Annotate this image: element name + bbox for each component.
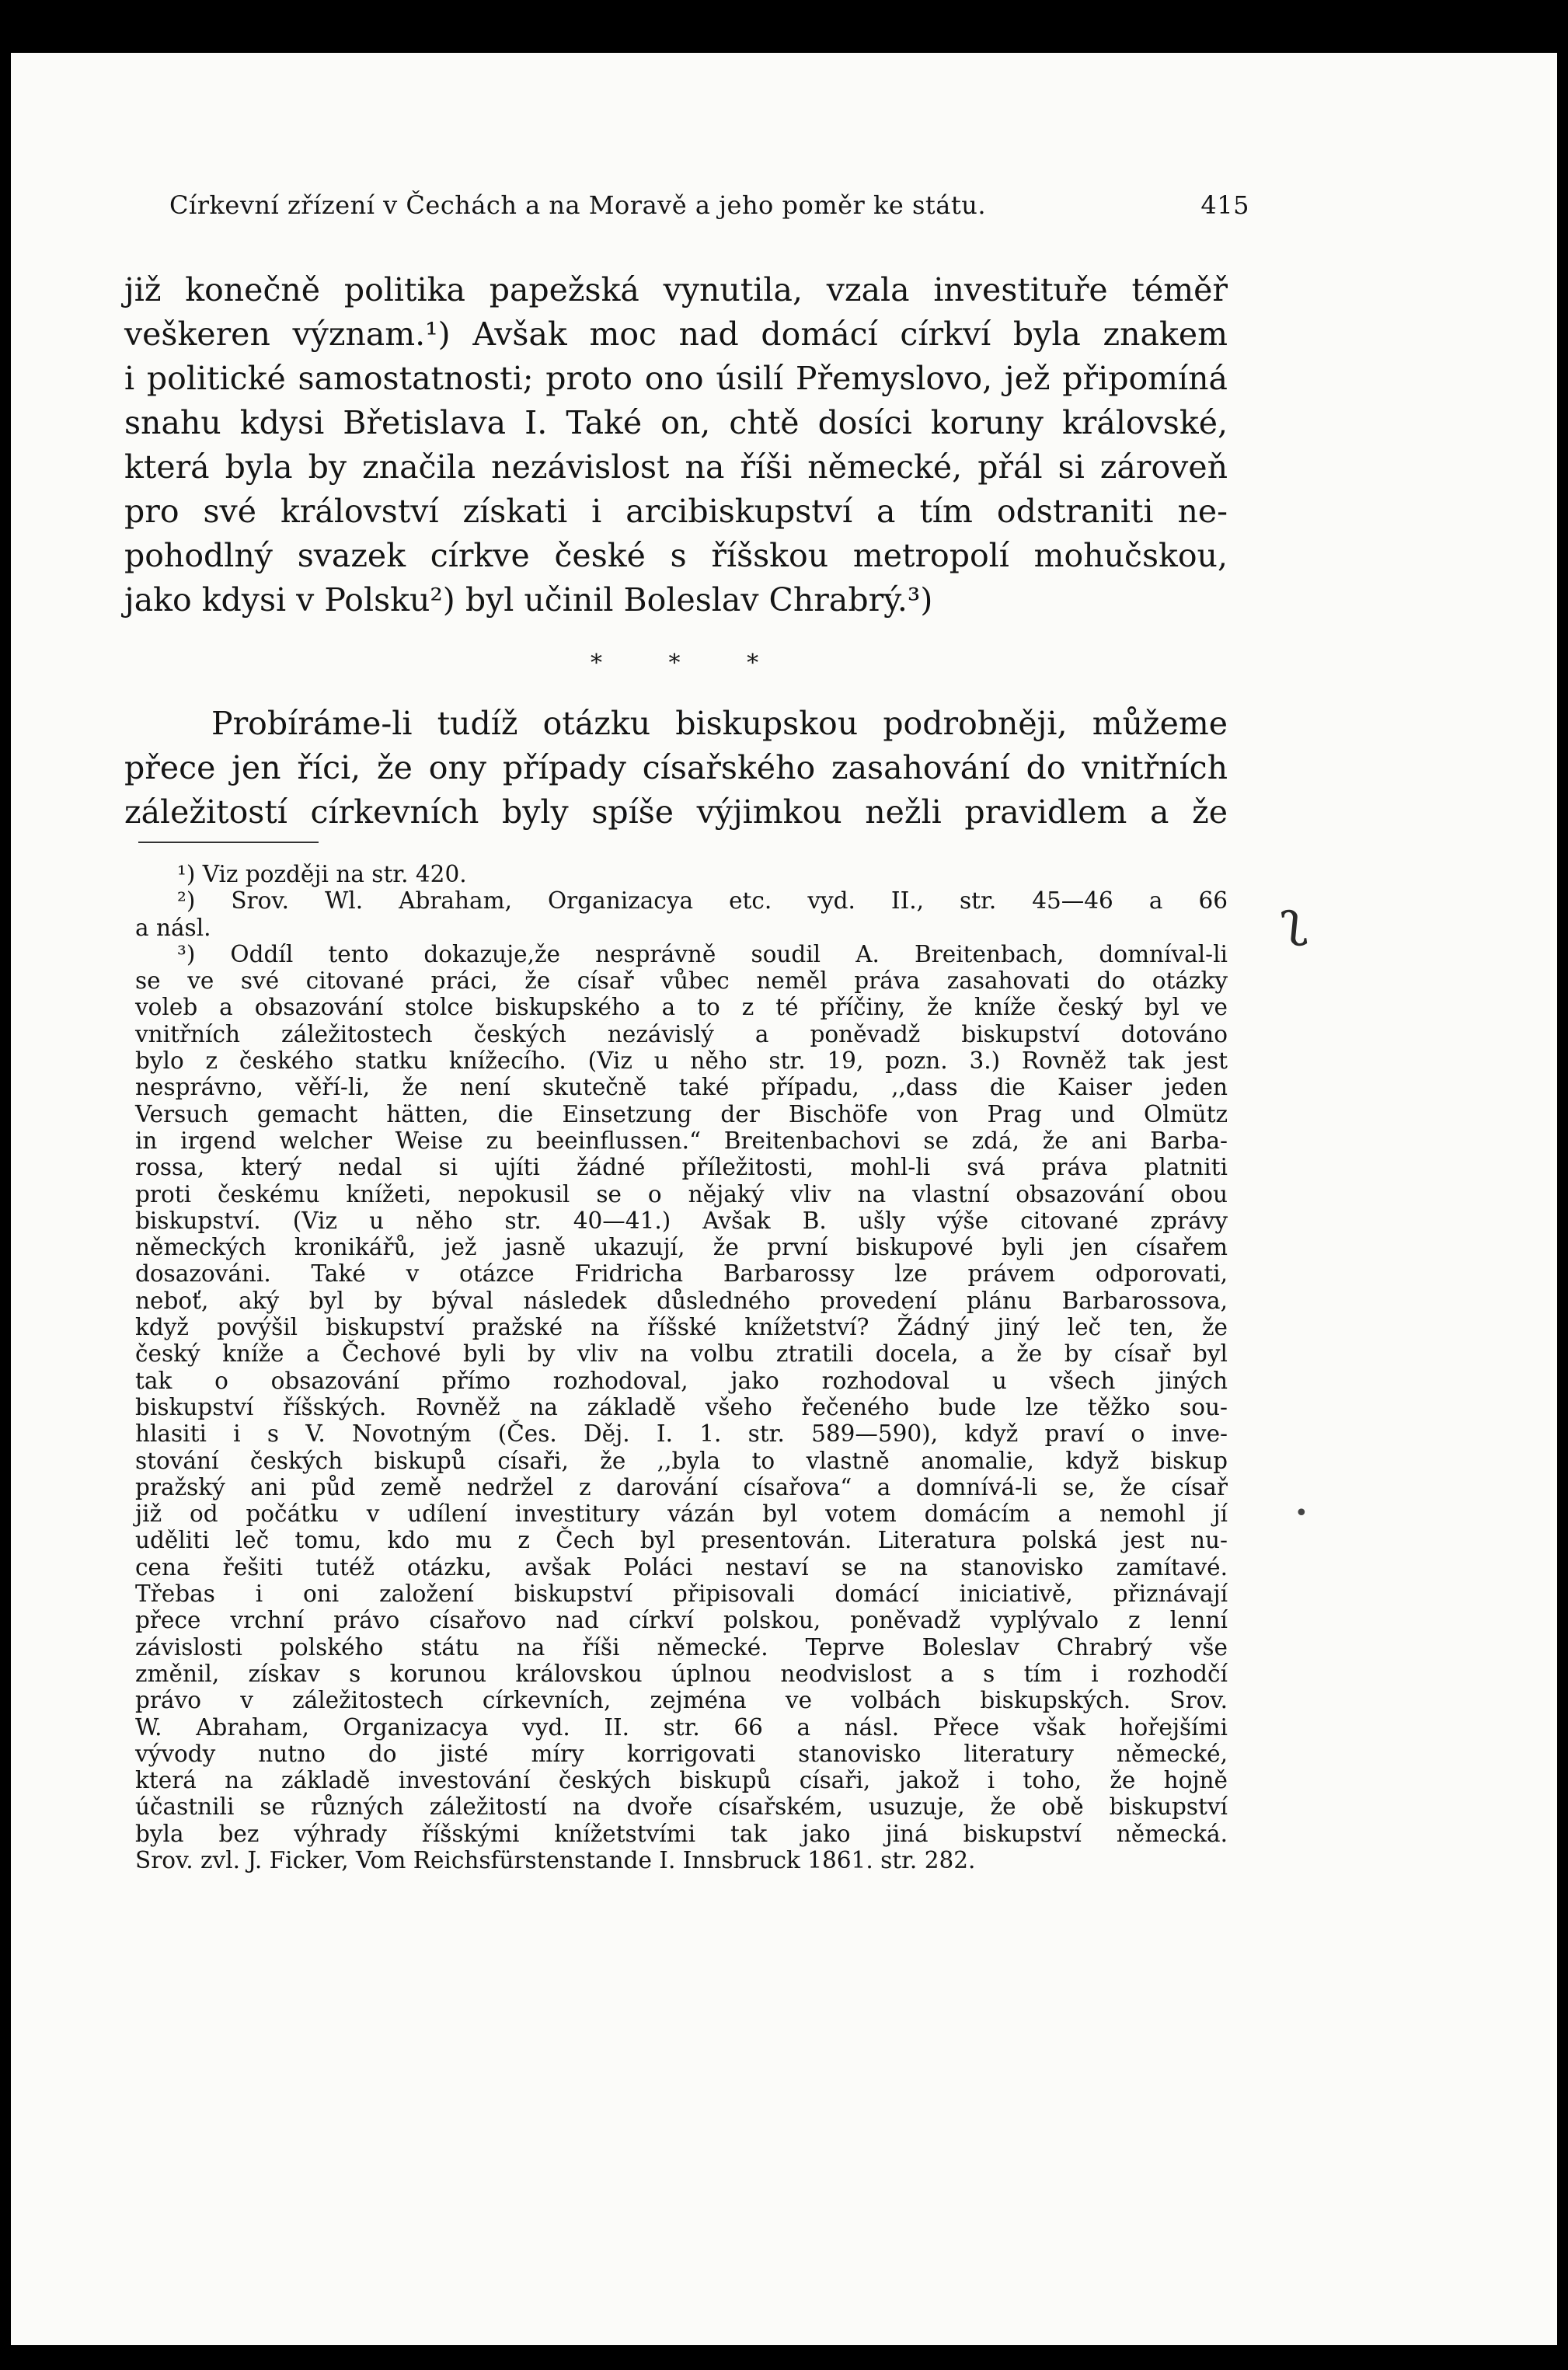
footnote-3-line: vývody nutno do jisté míry korrigovati stanovisko literatury německé,: [135, 1740, 1228, 1767]
header-title: Církevní zřízení v Čechách a na Moravě a jeho poměr ke státu.: [169, 190, 986, 220]
footnote-3-line: nesprávno, věří-li, že není skutečně také případu, ,,dass die Kaiser jeden: [135, 1074, 1228, 1101]
section-separator: * * *: [591, 650, 789, 677]
second-paragraph: [124, 702, 1228, 835]
footnote-3-line: voleb a obsazování stolce biskupského a to z té příčiny, že kníže český byl ve: [135, 994, 1228, 1021]
text-line: která byla by značila nezávislost na říši německé, přál si zároveň: [124, 448, 1228, 486]
footnote-3-line: rossa, který nedal si ujíti žádné příležitosti, mohl-li svá práva platniti: [135, 1154, 1228, 1181]
footnote-3-line: německých kronikářů, jež jasně ukazují, že první biskupové byli jen císařem: [135, 1234, 1228, 1261]
footnote-3-line: dosazováni. Také v otázce Fridricha Barbarossy lze právem odporovati,: [135, 1260, 1228, 1288]
footnote-3-line: přece vrchní právo císařovo nad církví polskou, poněvadž vyplývalo z lenní: [135, 1607, 1228, 1634]
footnote-2-line: ²) Srov. Wl. Abraham, Organizacya etc. vyd. II., str. 45—46 a 66: [177, 887, 1228, 915]
footnote-3-line: W. Abraham, Organizacya vyd. II. str. 66 a násl. Přece však hořejšími: [135, 1713, 1228, 1741]
text-line: i politické samostatnosti; proto ono úsilí Přemyslovo, jež připomíná: [124, 360, 1228, 397]
footnotes: [135, 861, 1228, 1873]
footnote-3-line: když povýšil biskupství pražské na říšské knížetství? Žádný jiný leč ten, že: [135, 1314, 1228, 1341]
footnote-2-line: a násl.: [135, 914, 211, 941]
footnote-3-line: uděliti leč tomu, kdo mu z Čech byl presentován. Literatura polská jest nu-: [135, 1527, 1228, 1554]
footnote-3-line: proti českému knížeti, nepokusil se o nějaký vliv na vlastní obsazování obou: [135, 1180, 1228, 1208]
text-line: záležitostí církevních byly spíše výjimkou nežli pravidlem a že: [124, 793, 1228, 831]
footnote-3-line: biskupství. (Viz u něho str. 40—41.) Avšak B. ušly výše citované zprávy: [135, 1207, 1228, 1234]
text-line: veškeren význam.¹) Avšak moc nad domácí církví byla znakem: [124, 315, 1228, 353]
footnote-3-line: právo v záležitostech církevních, zejména ve volbách biskupských. Srov.: [135, 1687, 1228, 1714]
text-line: pro své království získati i arcibiskupství a tím odstraniti ne-: [124, 493, 1228, 530]
footnote-3-line: hlasiti i s V. Novotným (Čes. Děj. I. 1. str. 589—590), když praví o inve-: [135, 1420, 1228, 1448]
running-header: [169, 190, 1249, 220]
footnote-3-line: neboť, aký byl by býval následek důsledného provedení plánu Barbarossova,: [135, 1287, 1228, 1314]
footnote-3-line: již od počátku v udílení investitury vázán byl votem domácím a nemohl jí: [135, 1500, 1228, 1528]
footnote-3-line: cena řešiti tutéž otázku, avšak Poláci nestaví se na stanovisko zamítavé.: [135, 1553, 1228, 1581]
text-line: pohodlný svazek církve české s říšskou metropolí mohučskou,: [124, 537, 1228, 574]
footnote-3-line: která na základě investování českých biskupů císaři, jakož i toho, že hojně: [135, 1767, 1228, 1794]
footnote-3-line: vnitřních záležitostech českých nezávislý a poněvadž biskupství dotováno: [135, 1020, 1228, 1047]
text-line: již konečně politika papežská vynutila, vzala investituře téměř: [124, 271, 1228, 308]
footnote-3-line: se ve své citované práci, že císař vůbec neměl práva zasahovati do otázky: [135, 967, 1228, 995]
footnote-3-line: změnil, získav s korunou královskou úplnou neodvislost a s tím i rozhodčí: [135, 1660, 1228, 1687]
footnote-3-line: in irgend welcher Weise zu beeinflussen.“ Breitenbachovi se zdá, že ani Barba-: [135, 1127, 1228, 1154]
footnote-3-line: byla bez výhrady říšskými knížetstvími tak jako jiná biskupství německá.: [135, 1820, 1228, 1847]
footnote-3-line: biskupství říšských. Rovněž na základě všeho řečeného bude lze těžko sou-: [135, 1393, 1228, 1420]
margin-dot-mark: •: [1294, 1500, 1308, 1527]
main-paragraph: [124, 268, 1228, 622]
text-line: jako kdysi v Polsku²) byl učinil Boleslav Chrabrý.³): [124, 581, 933, 619]
footnote-3-line: ³) Oddíl tento dokazuje,že nesprávně soudil A. Breitenbach, domníval-li: [177, 940, 1228, 967]
text-line: Probíráme-li tudíž otázku biskupskou podrobněji, můžeme: [211, 705, 1228, 742]
footnote-3-line: Versuch gemacht hätten, die Einsetzung der Bischöfe von Prag und Olmütz: [135, 1100, 1228, 1127]
footnote-3-line: pražský ani půd země nedržel z darování císařova“ a domnívá-li se, že císař: [135, 1473, 1228, 1500]
footnote-3-line: tak o obsazování přímo rozhodoval, jako rozhodoval u všech jiných: [135, 1367, 1228, 1394]
margin-annotation-mark: ʅ: [1277, 889, 1309, 950]
footnote-3-line: bylo z českého statku knížecího. (Viz u něho str. 19, pozn. 3.) Rovněž tak jest: [135, 1047, 1228, 1075]
text-line: přece jen říci, že ony případy císařského zasahování do vnitřních: [124, 749, 1228, 786]
footnote-3-line: Srov. zvl. J. Ficker, Vom Reichsfürstenstande I. Innsbruck 1861. str. 282.: [135, 1846, 976, 1873]
footnote-3-line: stování českých biskupů císaři, že ,,byla to vlastně anomalie, když biskup: [135, 1447, 1228, 1474]
text-line: snahu kdysi Břetislava I. Také on, chtě dosíci koruny královské,: [124, 404, 1228, 441]
footnote-3-line: závislosti polského státu na říši německé. Teprve Boleslav Chrabrý vše: [135, 1633, 1228, 1661]
footnote-1: ¹) Viz později na str. 420.: [177, 861, 467, 887]
footnote-3-line: účastnili se různých záležitostí na dvoře císařském, usuzuje, že obě biskupství: [135, 1793, 1228, 1821]
footnote-rule: [138, 842, 319, 843]
footnote-3-line: český kníže a Čechové byli by vliv na volbu ztratili docela, a že by císař byl: [135, 1340, 1228, 1368]
footnote-3-line: Třebas i oni založení biskupství připisovali domácí iniciativě, přiznávají: [135, 1581, 1228, 1608]
page-number: 415: [1200, 190, 1249, 220]
